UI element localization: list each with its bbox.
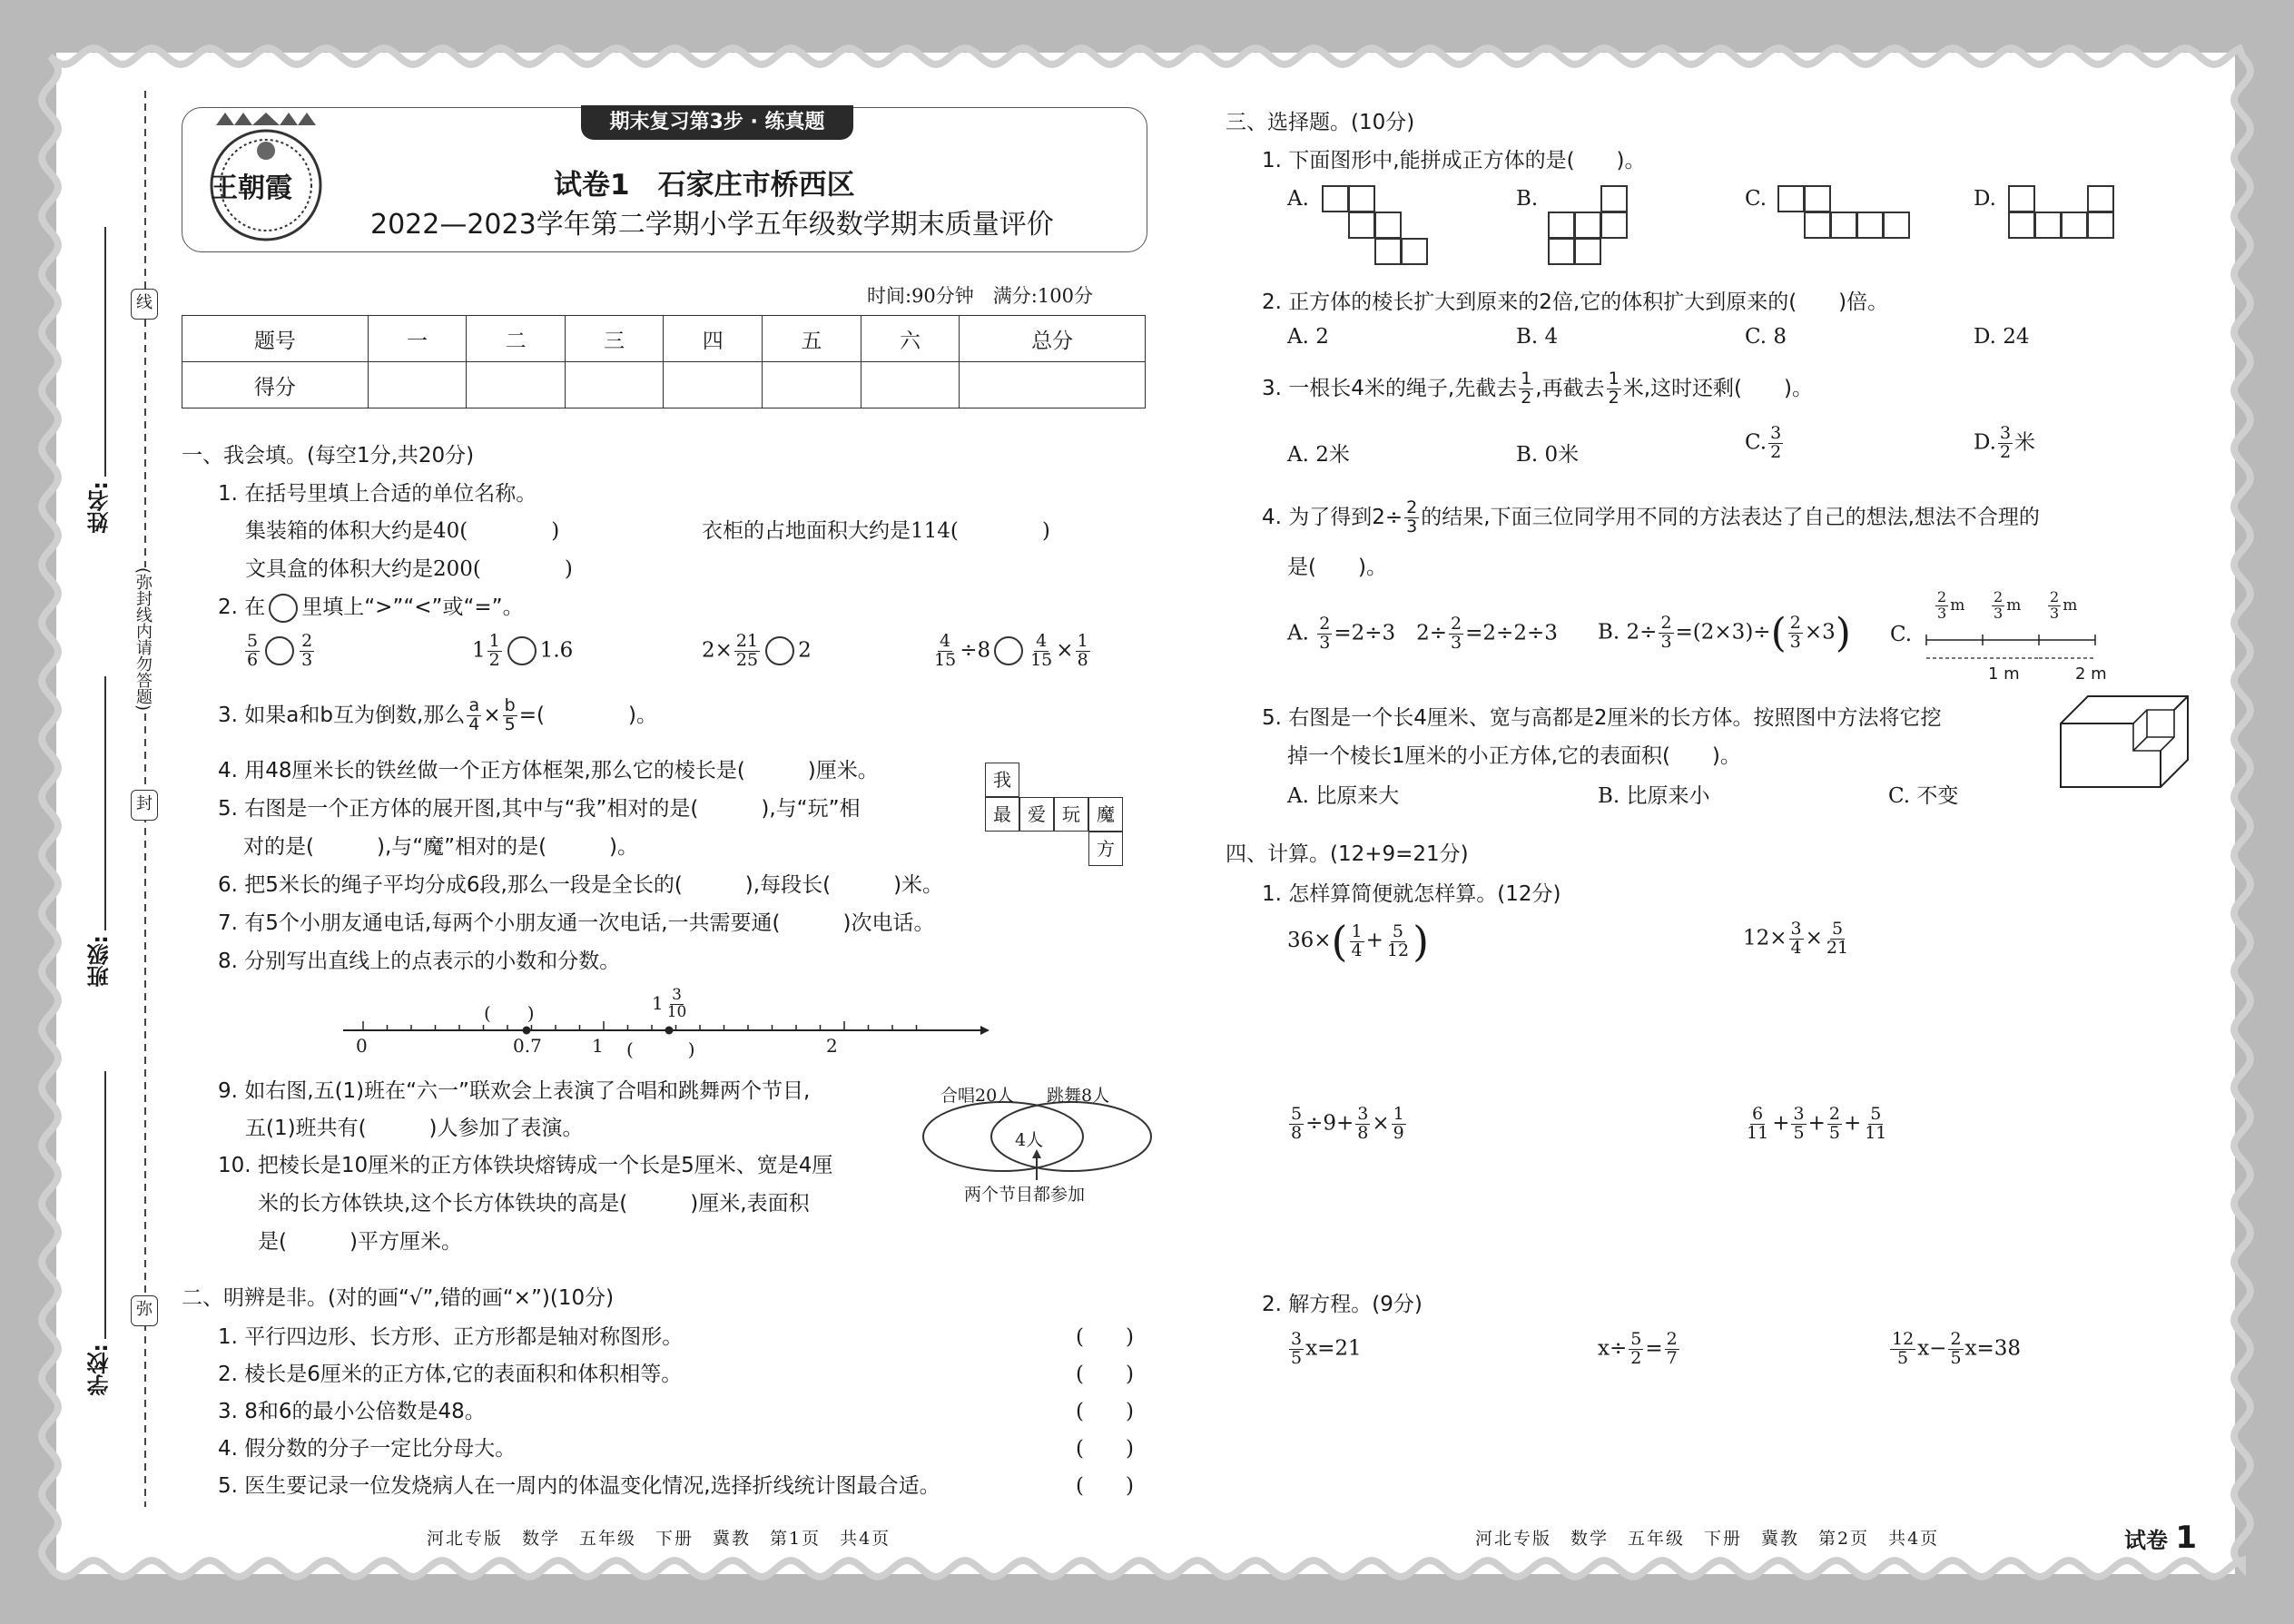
net-cell xyxy=(1574,238,1601,265)
s3-q4-optC-label[interactable]: C. xyxy=(1890,623,1913,646)
net-cell xyxy=(1348,185,1375,212)
s2-item-2: 2. 棱长是6厘米的正方体,它的表面积和体积相等。 xyxy=(218,1363,683,1386)
s1-q9b: 五(1)班共有( )人参加了表演。 xyxy=(245,1117,584,1140)
net-cell xyxy=(1548,238,1575,265)
binding-mark-seal: 封 xyxy=(131,790,158,821)
score-table xyxy=(182,315,1146,408)
score-cell-1[interactable] xyxy=(368,362,467,408)
numline-label-07: 0.7 xyxy=(513,1035,542,1057)
score-header-6: 六 xyxy=(861,316,960,362)
s2-answer-4[interactable]: ( ) xyxy=(1076,1437,1134,1461)
footer-right: 河北专版 数学 五年级 下册 冀教 第2页 共4页 xyxy=(1475,1529,1940,1549)
net-cell xyxy=(2087,185,2114,212)
binding-mark-line: 线 xyxy=(131,289,158,320)
s3-q4-optA[interactable]: A. $\frac{2}{3}$ =2÷3 2÷ $\frac{2}{3}$ =2÷2÷3 xyxy=(1287,614,1558,653)
s1-q10c: 是( )平方厘米。 xyxy=(258,1230,462,1254)
net-cell xyxy=(1374,212,1402,239)
net-cell xyxy=(1777,185,1805,212)
net-cell xyxy=(1401,238,1428,265)
numline-paren-1: ( ) xyxy=(484,1002,535,1024)
score-cell-5[interactable] xyxy=(763,362,861,408)
footer-left: 河北专版 数学 五年级 下册 冀教 第1页 共4页 xyxy=(427,1529,891,1549)
s3-q3-optA[interactable]: A. 2米 xyxy=(1287,443,1350,467)
cube-net-face-2: 爱 xyxy=(1019,797,1054,832)
score-header-2: 二 xyxy=(467,316,566,362)
s2-answer-2[interactable]: ( ) xyxy=(1076,1363,1134,1386)
s2-item-5: 5. 医生要记录一位发烧病人在一周内的体温变化情况,选择折线统计图最合适。 xyxy=(218,1474,940,1498)
s1-q4: 4. 用48厘米长的铁丝做一个正方体框架,那么它的棱长是( )厘米。 xyxy=(218,759,879,782)
s3-q4: 4. 为了得到2÷ $\frac{2}{3}$ 的结果,下面三位同学用不同的方法表达了自己的想法,想法不合理的 xyxy=(1262,497,2040,536)
s2-answer-3[interactable]: ( ) xyxy=(1076,1400,1134,1423)
s3-q5b: 掉一个棱长1厘米的小正方体,它的表面积( )。 xyxy=(1287,744,1741,768)
section4-title: 四、计算。(12+9=21分) xyxy=(1226,842,1469,866)
calc-expr-4: $\frac{6}{11}$ + $\frac{3}{5}$ + $\frac{2}{5}$ + $\frac{5}{11}$ xyxy=(1747,1104,1887,1143)
s2-item-4: 4. 假分数的分子一定比分母大。 xyxy=(218,1437,517,1461)
s2-item-1: 1. 平行四边形、长方形、正方形都是轴对称图形。 xyxy=(218,1325,684,1349)
s1-q5a: 5. 右图是一个正方体的展开图,其中与“我”相对的是( ),与“玩”相 xyxy=(218,797,861,821)
s1-q1c: 文具盒的体积大约是200( ) xyxy=(245,557,573,581)
s2-answer-1[interactable]: ( ) xyxy=(1076,1325,1134,1349)
s1-q2-item3: 2× $\frac{21}{25}$ 2 xyxy=(702,631,812,670)
numline-fraction: 1 $\frac{3}{10}$ xyxy=(652,986,687,1021)
q4c-2m: 2 m xyxy=(2075,664,2107,684)
cube-net-face-0: 我 xyxy=(985,763,1019,797)
s1-q3: 3. 如果a和b互为倒数,那么 $\frac{a}{4}$ × $\frac{b}{5}$ =( )。 xyxy=(218,695,657,734)
net-cell xyxy=(1804,212,1831,239)
net-cell xyxy=(2061,212,2088,239)
s4-q2: 2. 解方程。(9分) xyxy=(1262,1293,1423,1316)
net-cell xyxy=(1574,212,1601,239)
cube-net-face-4: 魔 xyxy=(1088,797,1123,832)
net-cell xyxy=(1830,212,1857,239)
net-cell xyxy=(1322,185,1349,212)
s1-q1b: 衣柜的占地面积大约是114( ) xyxy=(702,519,1050,543)
venn-center-label: 4人 xyxy=(1015,1130,1044,1150)
venn-left-label: 合唱20人 xyxy=(940,1086,1015,1106)
binding-note: (弥封线内请勿答题) xyxy=(127,567,158,711)
net-cell xyxy=(1348,212,1375,239)
school-label: 学校: xyxy=(87,1343,113,1396)
s3-q2-optA[interactable]: A. 2 xyxy=(1287,325,1329,349)
net-cell xyxy=(1883,212,1910,239)
q4c-seg2: $\frac{2}{3}$ m xyxy=(1994,588,2022,622)
cube-net-face-5: 方 xyxy=(1088,832,1123,866)
section2-title: 二、明辨是非。(对的画“√”,错的画“×”)(10分) xyxy=(182,1286,615,1310)
score-row-label: 得分 xyxy=(182,362,369,408)
q4c-seg3: $\frac{2}{3}$ m xyxy=(2050,588,2078,622)
name-label: 姓名: xyxy=(87,481,113,534)
exam-title-1: 试卷1 石家庄市桥西区 xyxy=(554,169,855,202)
cube-net-face-1: 最 xyxy=(985,797,1019,832)
s3-q1-optD[interactable]: D. xyxy=(1974,187,1996,211)
s1-q2: 2. 在 里填上“>”“<”或“=”。 xyxy=(218,590,524,623)
net-cell xyxy=(2008,185,2035,212)
s3-q5-optA[interactable]: A. 比原来大 xyxy=(1287,784,1400,808)
numline-paren-2: ( ) xyxy=(626,1038,695,1060)
s1-q5b: 对的是( ),与“魔”相对的是( )。 xyxy=(243,835,639,859)
school-field[interactable] xyxy=(104,1071,106,1339)
class-field[interactable] xyxy=(104,676,106,930)
s3-q3-optB[interactable]: B. 0米 xyxy=(1516,443,1580,467)
s3-q2-optD[interactable]: D. 24 xyxy=(1974,325,2030,349)
net-cell xyxy=(2087,212,2114,239)
s3-q2-optB[interactable]: B. 4 xyxy=(1516,325,1559,349)
s3-q5-optB[interactable]: B. 比原来小 xyxy=(1598,784,1710,808)
calc-expr-3: $\frac{5}{8}$ ÷9+ $\frac{3}{8}$ × $\frac{1}{9}$ xyxy=(1291,1104,1404,1143)
section1-title: 一、我会填。(每空1分,共20分) xyxy=(182,444,475,468)
section3-title: 三、选择题。(10分) xyxy=(1226,111,1415,134)
numline-label-2: 2 xyxy=(826,1035,838,1057)
score-cell-6[interactable] xyxy=(861,362,960,408)
s3-q4-optB[interactable]: B. 2÷ $\frac{2}{3}$ =(2×3)÷( $\frac{2}{3}$ ×3) xyxy=(1598,610,1851,656)
q4c-seg1: $\frac{2}{3}$ m xyxy=(1937,588,1965,622)
s3-q1: 1. 下面图形中,能拼成正方体的是( )。 xyxy=(1262,149,1646,172)
numline-label-1: 1 xyxy=(592,1035,604,1057)
equation-2: x÷ $\frac{5}{2}$ = $\frac{2}{7}$ xyxy=(1598,1329,1678,1368)
score-header-7: 总分 xyxy=(960,316,1146,362)
s3-q5-optC[interactable]: C. 不变 xyxy=(1888,784,1959,808)
s1-q10a: 10. 把棱长是10厘米的正方体铁块熔铸成一个长是5厘米、宽是4厘 xyxy=(218,1154,833,1177)
class-label: 班级: xyxy=(87,935,113,988)
score-header-5: 五 xyxy=(763,316,861,362)
s3-q1-optC[interactable]: C. xyxy=(1745,187,1767,211)
s1-q6: 6. 把5米长的绳子平均分成6段,那么一段是全长的( ),每段长( )米。 xyxy=(218,873,944,897)
s1-q9a: 9. 如右图,五(1)班在“六一”联欢会上表演了合唱和跳舞两个节目, xyxy=(218,1079,811,1103)
header-banner: 期末复习第3步 · 练真题 xyxy=(581,105,853,140)
s3-q1-optB[interactable]: B. xyxy=(1516,187,1539,211)
s1-q10b: 米的长方体铁块,这个长方体铁块的高是( )厘米,表面积 xyxy=(258,1192,810,1216)
exam-title-2: 2022—2023学年第二学期小学五年级数学期末质量评价 xyxy=(370,209,1054,241)
score-header-3: 三 xyxy=(565,316,664,362)
score-header-1: 一 xyxy=(368,316,467,362)
net-cell xyxy=(1804,185,1831,212)
s1-q2-item2: 1 $\frac{1}{2}$ 1.6 xyxy=(472,631,574,670)
s3-q4-tail: 是( )。 xyxy=(1287,556,1387,579)
net-cell xyxy=(1856,212,1884,239)
s2-answer-5[interactable]: ( ) xyxy=(1076,1474,1134,1498)
score-header-4: 四 xyxy=(664,316,763,362)
calc-expr-1: 36×( $\frac{1}{4}$ + $\frac{5}{12}$ ) xyxy=(1287,917,1430,966)
binding-mark-mi: 弥 xyxy=(131,1295,158,1326)
score-cell-2[interactable] xyxy=(467,362,566,408)
s1-q8: 8. 分别写出直线上的点表示的小数和分数。 xyxy=(218,950,621,973)
s3-q1-optA[interactable]: A. xyxy=(1287,187,1309,211)
s2-item-3: 3. 8和6的最小公倍数是48。 xyxy=(218,1400,486,1423)
cube-net-face-3: 玩 xyxy=(1054,797,1088,832)
net-cell xyxy=(1548,212,1575,239)
s4-q1: 1. 怎样算简便就怎样算。(12分) xyxy=(1262,882,1561,906)
net-cell xyxy=(2008,212,2035,239)
s1-q2-item1: $\frac{5}{6}$ $\frac{2}{3}$ xyxy=(247,631,313,670)
venn-right-label: 跳舞8人 xyxy=(1047,1086,1110,1106)
calc-expr-2: 12× $\frac{3}{4}$ × $\frac{5}{21}$ xyxy=(1743,919,1849,958)
paper-tag: 试卷 1 xyxy=(2124,1520,2198,1556)
equation-1: $\frac{3}{5}$ x=21 xyxy=(1291,1329,1362,1368)
score-cell-3[interactable] xyxy=(565,362,664,408)
net-cell xyxy=(2034,212,2062,239)
s3-q2: 2. 正方体的棱长扩大到原来的2倍,它的体积扩大到原来的( )倍。 xyxy=(1262,290,1889,314)
equation-3: $\frac{12}{5}$ x− $\frac{2}{5}$ x=38 xyxy=(1892,1329,2022,1368)
s3-q3-optC[interactable]: C. $\frac{3}{2}$ xyxy=(1745,423,1782,462)
s1-q2-item4: $\frac{4}{15}$ ÷8 $\frac{4}{15}$ × $\frac{1}{8}$ xyxy=(934,631,1088,670)
s3-q3: 3. 一根长4米的绳子,先截去 $\frac{1}{2}$ ,再截去 $\frac{1}{2}$ 米,这时还剩( )。 xyxy=(1262,369,1813,408)
score-cell-4[interactable] xyxy=(664,362,763,408)
score-cell-7[interactable] xyxy=(960,362,1146,408)
s3-q2-optC[interactable]: C. 8 xyxy=(1745,325,1787,349)
score-header-0: 题号 xyxy=(182,316,369,362)
logo-text: 王朝霞 xyxy=(211,172,292,204)
net-cell xyxy=(1600,185,1628,212)
venn-caption: 两个节目都参加 xyxy=(964,1185,1086,1205)
s1-q1: 1. 在括号里填上合适的单位名称。 xyxy=(218,482,537,506)
name-field[interactable] xyxy=(104,227,106,477)
numline-label-0: 0 xyxy=(356,1035,368,1057)
cuboid-figure xyxy=(2056,692,2192,792)
net-cell xyxy=(1374,238,1402,265)
s1-q7: 7. 有5个小朋友通电话,每两个小朋友通一次电话,一共需要通( )次电话。 xyxy=(218,911,935,935)
s1-q1a: 集装箱的体积大约是40( ) xyxy=(245,519,560,543)
s3-q3-optD[interactable]: D. $\frac{3}{2}$ 米 xyxy=(1974,423,2036,462)
q4c-1m: 1 m xyxy=(1988,664,2020,684)
net-cell xyxy=(1600,212,1628,239)
s3-q5a: 5. 右图是一个长4厘米、宽与高都是2厘米的长方体。按照图中方法将它挖 xyxy=(1262,706,1942,730)
time-score: 时间:90分钟 满分:100分 xyxy=(867,285,1093,307)
